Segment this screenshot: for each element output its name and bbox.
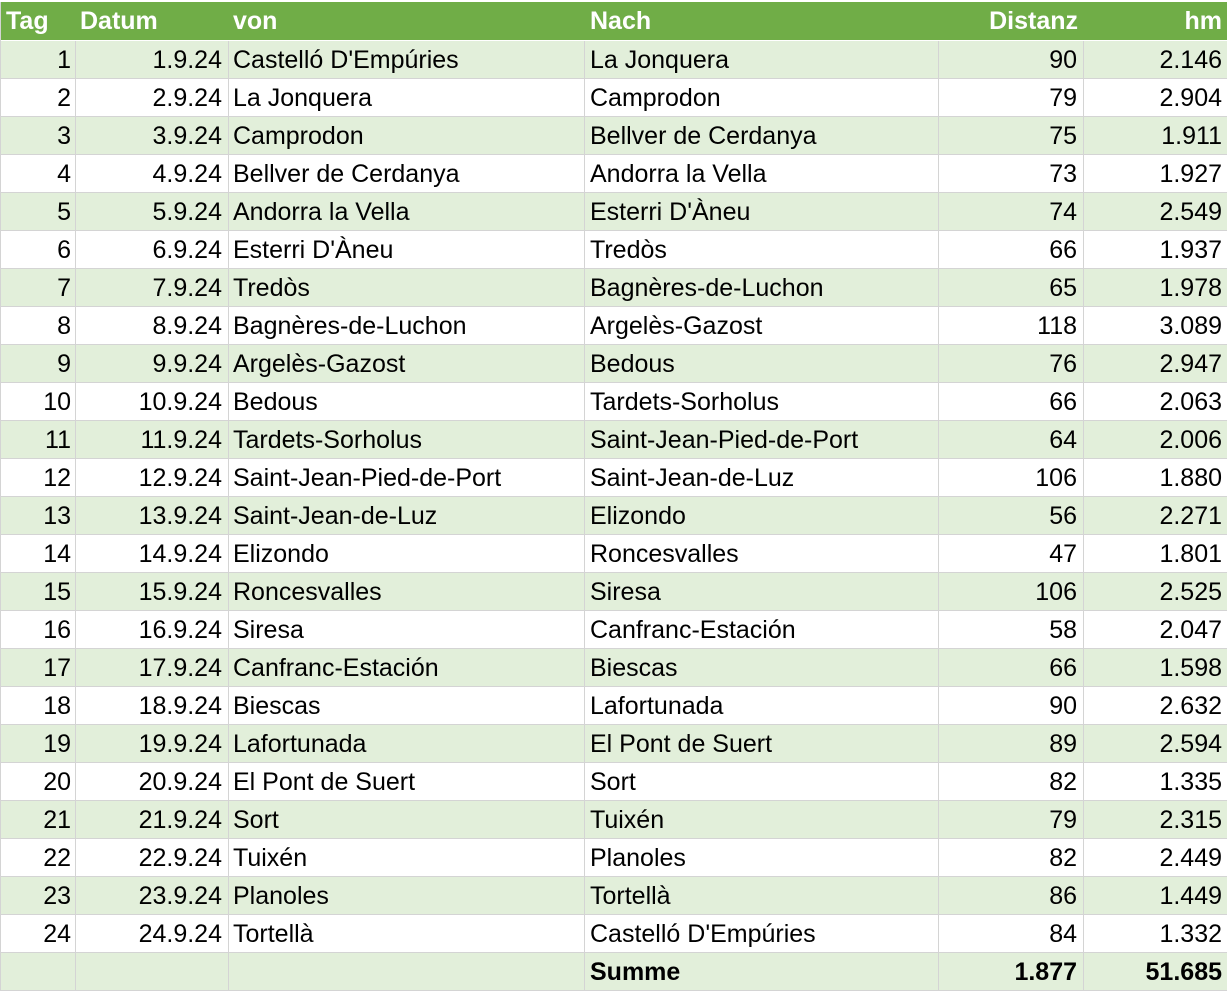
total-label[interactable]: Summe xyxy=(585,953,939,991)
header-row xyxy=(0,2,1227,40)
cell-tag[interactable]: 10 xyxy=(0,383,76,421)
cell-von[interactable]: Saint-Jean-de-Luz xyxy=(229,497,585,535)
cell-hm[interactable]: 2.904 xyxy=(1084,79,1227,117)
header-tag[interactable]: Tag xyxy=(6,7,49,35)
cell-datum[interactable]: 3.9.24 xyxy=(76,117,229,155)
cell-datum[interactable]: 20.9.24 xyxy=(76,763,229,801)
cell-tag[interactable]: 13 xyxy=(0,497,76,535)
cell-distanz[interactable]: 73 xyxy=(939,155,1084,193)
cell-von[interactable]: Planoles xyxy=(229,877,585,915)
cell-tag[interactable]: 16 xyxy=(0,611,76,649)
cell-von[interactable]: Tortellà xyxy=(229,915,585,953)
cell-tag[interactable]: 12 xyxy=(0,459,76,497)
cell-hm[interactable]: 1.449 xyxy=(1084,877,1227,915)
cell-von[interactable]: Sort xyxy=(229,801,585,839)
cell-datum[interactable]: 16.9.24 xyxy=(76,611,229,649)
cell-von[interactable]: Bellver de Cerdanya xyxy=(229,155,585,193)
cell-datum[interactable] xyxy=(76,953,229,991)
cell-distanz[interactable]: 82 xyxy=(939,763,1084,801)
total-hm[interactable]: 51.685 xyxy=(1084,953,1227,991)
total-distanz[interactable]: 1.877 xyxy=(939,953,1084,991)
cell-nach[interactable]: Saint-Jean-de-Luz xyxy=(585,459,939,497)
cell-distanz[interactable]: 89 xyxy=(939,725,1084,763)
cell-tag[interactable]: 17 xyxy=(0,649,76,687)
cell-datum[interactable]: 18.9.24 xyxy=(76,687,229,725)
cell-distanz[interactable]: 79 xyxy=(939,79,1084,117)
cell-nach[interactable]: Tredòs xyxy=(585,231,939,269)
cell-datum[interactable]: 4.9.24 xyxy=(76,155,229,193)
cell-distanz[interactable]: 75 xyxy=(939,117,1084,155)
cell-nach[interactable]: El Pont de Suert xyxy=(585,725,939,763)
cell-von[interactable]: Siresa xyxy=(229,611,585,649)
cell-distanz[interactable]: 64 xyxy=(939,421,1084,459)
cell-von[interactable]: Tredòs xyxy=(229,269,585,307)
cell-tag[interactable]: 22 xyxy=(0,839,76,877)
cell-nach[interactable]: Andorra la Vella xyxy=(585,155,939,193)
cell-distanz[interactable]: 66 xyxy=(939,649,1084,687)
table-row xyxy=(0,269,1227,307)
cell-distanz[interactable]: 66 xyxy=(939,231,1084,269)
cell-hm[interactable]: 1.937 xyxy=(1084,231,1227,269)
header-von[interactable]: von xyxy=(233,7,278,35)
cell-hm[interactable]: 2.047 xyxy=(1084,611,1227,649)
cell-tag[interactable]: 3 xyxy=(0,117,76,155)
cell-datum[interactable]: 2.9.24 xyxy=(76,79,229,117)
cell-tag[interactable]: 21 xyxy=(0,801,76,839)
cell-nach[interactable]: Canfranc-Estación xyxy=(585,611,939,649)
cell-nach[interactable]: La Jonquera xyxy=(585,41,939,79)
table-row xyxy=(0,345,1227,383)
cell-distanz[interactable]: 47 xyxy=(939,535,1084,573)
cell-datum[interactable]: 24.9.24 xyxy=(76,915,229,953)
cell-hm[interactable]: 2.271 xyxy=(1084,497,1227,535)
cell-tag[interactable]: 4 xyxy=(0,155,76,193)
cell-distanz[interactable]: 58 xyxy=(939,611,1084,649)
cell-datum[interactable]: 9.9.24 xyxy=(76,345,229,383)
cell-hm[interactable]: 1.335 xyxy=(1084,763,1227,801)
cell-datum[interactable]: 8.9.24 xyxy=(76,307,229,345)
cell-distanz[interactable]: 106 xyxy=(939,573,1084,611)
cell-nach[interactable]: Bedous xyxy=(585,345,939,383)
cell-tag[interactable]: 2 xyxy=(0,79,76,117)
cell-tag[interactable]: 5 xyxy=(0,193,76,231)
cell-tag[interactable]: 19 xyxy=(0,725,76,763)
cell-von[interactable]: Saint-Jean-Pied-de-Port xyxy=(229,459,585,497)
cell-datum[interactable]: 12.9.24 xyxy=(76,459,229,497)
cell-tag[interactable]: 14 xyxy=(0,535,76,573)
cell-nach[interactable]: Camprodon xyxy=(585,79,939,117)
cell-hm[interactable]: 2.549 xyxy=(1084,193,1227,231)
cell-von[interactable]: Roncesvalles xyxy=(229,573,585,611)
cell-datum[interactable]: 23.9.24 xyxy=(76,877,229,915)
cell-von[interactable]: Castelló D'Empúries xyxy=(229,41,585,79)
cell-datum[interactable]: 7.9.24 xyxy=(76,269,229,307)
cell-tag[interactable]: 20 xyxy=(0,763,76,801)
cell-distanz[interactable]: 74 xyxy=(939,193,1084,231)
cell-datum[interactable]: 19.9.24 xyxy=(76,725,229,763)
cell-tag[interactable]: 1 xyxy=(0,41,76,79)
cell-datum[interactable]: 5.9.24 xyxy=(76,193,229,231)
cell-tag[interactable]: 7 xyxy=(0,269,76,307)
cell-von[interactable]: Tuixén xyxy=(229,839,585,877)
cell-von[interactable]: Elizondo xyxy=(229,535,585,573)
table-row xyxy=(0,801,1227,839)
cell-hm[interactable]: 3.089 xyxy=(1084,307,1227,345)
cell-nach[interactable]: Tuixén xyxy=(585,801,939,839)
cell-tag[interactable]: 18 xyxy=(0,687,76,725)
table-row xyxy=(0,497,1227,535)
cell-nach[interactable]: Biescas xyxy=(585,649,939,687)
cell-distanz[interactable]: 76 xyxy=(939,345,1084,383)
table-row xyxy=(0,459,1227,497)
cell-hm[interactable]: 2.947 xyxy=(1084,345,1227,383)
total-row xyxy=(0,953,1227,991)
table-row xyxy=(0,649,1227,687)
table-row xyxy=(0,41,1227,79)
cell-datum[interactable]: 15.9.24 xyxy=(76,573,229,611)
header-hm[interactable]: hm xyxy=(1184,7,1222,35)
header-distanz[interactable]: Distanz xyxy=(989,7,1078,35)
table-row xyxy=(0,877,1227,915)
cell-nach[interactable]: Tortellà xyxy=(585,877,939,915)
cell-tag[interactable]: 24 xyxy=(0,915,76,953)
cell-von[interactable]: Canfranc-Estación xyxy=(229,649,585,687)
table-row xyxy=(0,193,1227,231)
table-row xyxy=(0,687,1227,725)
cell-von[interactable] xyxy=(229,953,585,991)
cell-nach[interactable]: Roncesvalles xyxy=(585,535,939,573)
cell-nach[interactable]: Elizondo xyxy=(585,497,939,535)
table-row xyxy=(0,117,1227,155)
cell-hm[interactable]: 2.632 xyxy=(1084,687,1227,725)
cell-nach[interactable]: Bellver de Cerdanya xyxy=(585,117,939,155)
cell-datum[interactable]: 21.9.24 xyxy=(76,801,229,839)
cell-distanz[interactable]: 79 xyxy=(939,801,1084,839)
cell-nach[interactable]: Lafortunada xyxy=(585,687,939,725)
cell-distanz[interactable]: 118 xyxy=(939,307,1084,345)
table-row xyxy=(0,155,1227,193)
cell-nach[interactable]: Planoles xyxy=(585,839,939,877)
cell-hm[interactable]: 1.978 xyxy=(1084,269,1227,307)
table-row xyxy=(0,307,1227,345)
cell-distanz[interactable]: 106 xyxy=(939,459,1084,497)
cell-datum[interactable]: 6.9.24 xyxy=(76,231,229,269)
cell-distanz[interactable]: 66 xyxy=(939,383,1084,421)
cell-hm[interactable]: 2.315 xyxy=(1084,801,1227,839)
cell-von[interactable]: Esterri D'Àneu xyxy=(229,231,585,269)
cell-hm[interactable]: 2.525 xyxy=(1084,573,1227,611)
cell-von[interactable]: Bedous xyxy=(229,383,585,421)
header-nach[interactable]: Nach xyxy=(590,7,652,35)
cell-datum[interactable]: 17.9.24 xyxy=(76,649,229,687)
cell-tag[interactable]: 15 xyxy=(0,573,76,611)
cell-nach[interactable]: Bagnères-de-Luchon xyxy=(585,269,939,307)
cell-datum[interactable]: 10.9.24 xyxy=(76,383,229,421)
cell-hm[interactable]: 2.146 xyxy=(1084,41,1227,79)
cell-datum[interactable]: 14.9.24 xyxy=(76,535,229,573)
cell-von[interactable]: Bagnères-de-Luchon xyxy=(229,307,585,345)
table-row xyxy=(0,573,1227,611)
table-row xyxy=(0,725,1227,763)
table-row xyxy=(0,763,1227,801)
table-row xyxy=(0,915,1227,953)
cell-hm[interactable]: 2.063 xyxy=(1084,383,1227,421)
cell-hm[interactable]: 1.801 xyxy=(1084,535,1227,573)
cell-von[interactable]: Biescas xyxy=(229,687,585,725)
table-row xyxy=(0,231,1227,269)
cell-distanz[interactable]: 65 xyxy=(939,269,1084,307)
cell-datum[interactable]: 22.9.24 xyxy=(76,839,229,877)
cell-von[interactable]: Lafortunada xyxy=(229,725,585,763)
cell-von[interactable]: Argelès-Gazost xyxy=(229,345,585,383)
cell-hm[interactable]: 2.594 xyxy=(1084,725,1227,763)
cell-tag[interactable]: 6 xyxy=(0,231,76,269)
table-row xyxy=(0,611,1227,649)
cell-hm[interactable]: 1.598 xyxy=(1084,649,1227,687)
header-datum[interactable]: Datum xyxy=(80,7,158,35)
cell-von[interactable]: Tardets-Sorholus xyxy=(229,421,585,459)
table-row xyxy=(0,839,1227,877)
cell-nach[interactable]: Siresa xyxy=(585,573,939,611)
cell-nach[interactable]: Sort xyxy=(585,763,939,801)
table-row xyxy=(0,383,1227,421)
cell-tag[interactable]: 23 xyxy=(0,877,76,915)
table-row xyxy=(0,79,1227,117)
table-row xyxy=(0,421,1227,459)
cell-nach[interactable]: Tardets-Sorholus xyxy=(585,383,939,421)
cell-distanz[interactable]: 90 xyxy=(939,687,1084,725)
cell-datum[interactable]: 1.9.24 xyxy=(76,41,229,79)
cell-distanz[interactable]: 90 xyxy=(939,41,1084,79)
cell-von[interactable]: El Pont de Suert xyxy=(229,763,585,801)
cell-distanz[interactable]: 84 xyxy=(939,915,1084,953)
cell-hm[interactable]: 2.449 xyxy=(1084,839,1227,877)
table-row xyxy=(0,535,1227,573)
cell-tag[interactable]: 9 xyxy=(0,345,76,383)
cell-datum[interactable]: 11.9.24 xyxy=(76,421,229,459)
cell-distanz[interactable]: 82 xyxy=(939,839,1084,877)
cell-hm[interactable]: 2.006 xyxy=(1084,421,1227,459)
cell-nach[interactable]: Saint-Jean-Pied-de-Port xyxy=(585,421,939,459)
left-gridline xyxy=(0,2,1,991)
cell-datum[interactable]: 13.9.24 xyxy=(76,497,229,535)
cell-nach[interactable]: Esterri D'Àneu xyxy=(585,193,939,231)
cell-von[interactable]: La Jonquera xyxy=(229,79,585,117)
cell-von[interactable]: Camprodon xyxy=(229,117,585,155)
cell-tag[interactable] xyxy=(0,953,76,991)
cell-nach[interactable]: Argelès-Gazost xyxy=(585,307,939,345)
cell-tag[interactable]: 8 xyxy=(0,307,76,345)
cell-distanz[interactable]: 86 xyxy=(939,877,1084,915)
cell-hm[interactable]: 1.927 xyxy=(1084,155,1227,193)
cell-hm[interactable]: 1.880 xyxy=(1084,459,1227,497)
cell-nach[interactable]: Castelló D'Empúries xyxy=(585,915,939,953)
cell-hm[interactable]: 1.911 xyxy=(1084,117,1227,155)
cell-von[interactable]: Andorra la Vella xyxy=(229,193,585,231)
cell-distanz[interactable]: 56 xyxy=(939,497,1084,535)
cell-hm[interactable]: 1.332 xyxy=(1084,915,1227,953)
cell-tag[interactable]: 11 xyxy=(0,421,76,459)
